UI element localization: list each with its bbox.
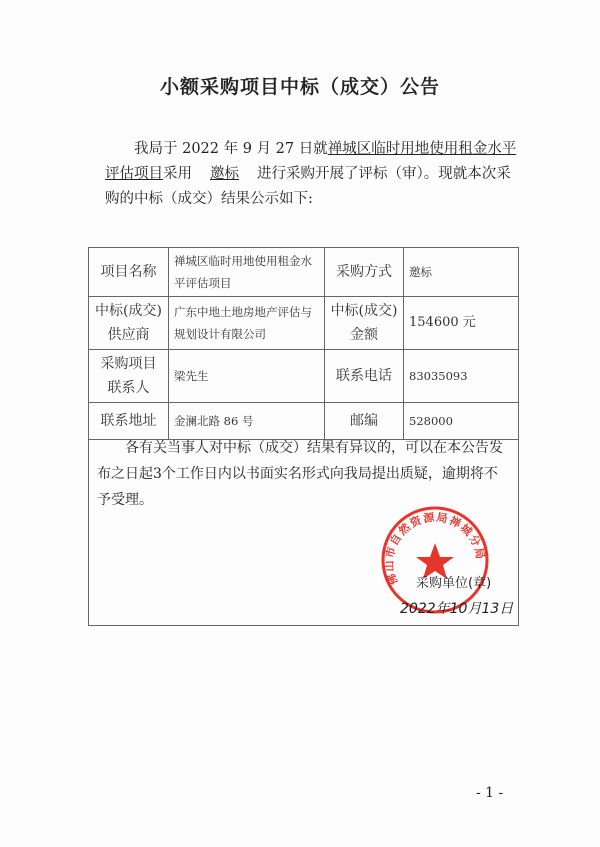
cell-value: 禅城区临时用地使用租金水平评估项目: [169, 248, 325, 297]
table-row: [89, 297, 519, 350]
cell-label: 联系电话: [325, 350, 404, 403]
cell-value: 528000: [404, 403, 519, 440]
intro-suffix: 进行采购开展了评标（审）。现就本次采购的中标（成交）结果公示如下:: [105, 166, 511, 207]
intro-mid: 采用: [163, 166, 192, 182]
seal-text: 佛山市自然资源局禅城分局: [382, 510, 488, 587]
cell-value: 83035093: [404, 350, 519, 403]
cell-value: 广东中地土地房地产评估与规划设计有限公司: [169, 297, 325, 350]
page-title: 小额采购项目中标（成交）公告: [159, 76, 440, 98]
cell-label: 中标(成交)金额: [325, 297, 404, 350]
cell-label: 联系地址: [89, 403, 169, 440]
result-table: [88, 247, 519, 440]
cell-value: 金澜北路 86 号: [169, 403, 325, 440]
intro-prefix: 我局于 2022 年 9 月 27 日就: [134, 141, 328, 157]
cell-value: 邀标: [404, 248, 519, 297]
cell-label: 中标(成交)供应商: [89, 297, 169, 350]
cell-value: 梁先生: [169, 350, 325, 403]
cell-label: 项目名称: [89, 248, 169, 297]
table-row: [89, 248, 519, 297]
notice-text: 各有关当事人对中标（成交）结果有异议的，可以在本公告发布之日起3个工作日内以书面实名形式向我局提出质疑，逾期将不予受理。: [97, 440, 503, 508]
procurement-method: 邀标: [210, 166, 239, 182]
page-number: - 1 -: [476, 785, 504, 801]
cell-label: 邮编: [325, 403, 404, 440]
intro-paragraph: [105, 137, 525, 212]
cell-label: 采购项目联系人: [89, 350, 169, 403]
cell-value: 154600 元: [404, 297, 519, 350]
cell-label: 采购方式: [325, 248, 404, 297]
signature-date: 2022年10月13日: [400, 601, 514, 617]
project-name: 禅城区临时用地使用租金水平评估项目: [105, 141, 517, 182]
table-row: [89, 350, 519, 403]
signature-label: 采购单位(章): [416, 576, 492, 591]
